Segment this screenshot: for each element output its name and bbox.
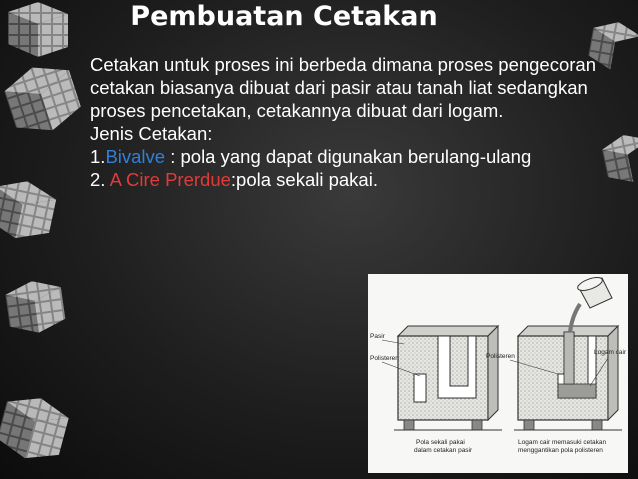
list-number-1: 1. — [90, 146, 106, 167]
label-polisteren-right: Polisteren — [486, 353, 515, 360]
right-flask — [514, 326, 622, 430]
desc-a-cire-prerdue: :pola sekali pakai. — [230, 169, 378, 190]
term-bivalve: Bivalve — [105, 146, 166, 167]
list-number-2: 2. — [90, 169, 110, 190]
cube-left-lower — [0, 175, 59, 245]
right-caption-line2: menggantikan pola polisteren — [518, 447, 603, 454]
term-a-cire-prerdue: A Cire Prerdue — [109, 169, 231, 190]
casting-illustration — [368, 274, 628, 473]
right-caption-line1: Logam cair memasuki cetakan — [518, 439, 607, 446]
slide-title-text: Pembuatan Cetakan — [130, 1, 438, 32]
list-item-a-cire-prerdue — [90, 168, 610, 191]
intro-paragraph: Cetakan untuk proses ini berbeda dimana proses pengecoran cetakan biasanya dibuat dari pasir atau tanah liat sedangkan proses pencetakan, cetakannya dibuat dari logam. — [90, 54, 596, 121]
left-caption-line2: dalam cetakan pasir — [414, 447, 473, 454]
slide-body — [90, 53, 610, 191]
slide-title — [0, 0, 638, 34]
list-item-bivalve — [90, 145, 610, 168]
casting-diagram — [368, 274, 628, 473]
left-caption-line1: Pola sekali pakai — [416, 439, 465, 446]
cube-left-bottom-2 — [0, 390, 72, 466]
types-heading: Jenis Cetakan: — [90, 123, 213, 144]
cube-left-bottom-1 — [4, 277, 67, 336]
left-flask — [394, 326, 502, 430]
desc-bivalve: : pola yang dapat digunakan berulang-ulang — [165, 146, 532, 167]
ladle-icon — [570, 275, 612, 332]
label-polisteren-left: Polisteren — [370, 355, 399, 362]
cube-left-mid — [0, 57, 85, 141]
label-logam-cair: Logam cair — [594, 349, 627, 356]
label-pasir: Pasir — [370, 333, 385, 340]
